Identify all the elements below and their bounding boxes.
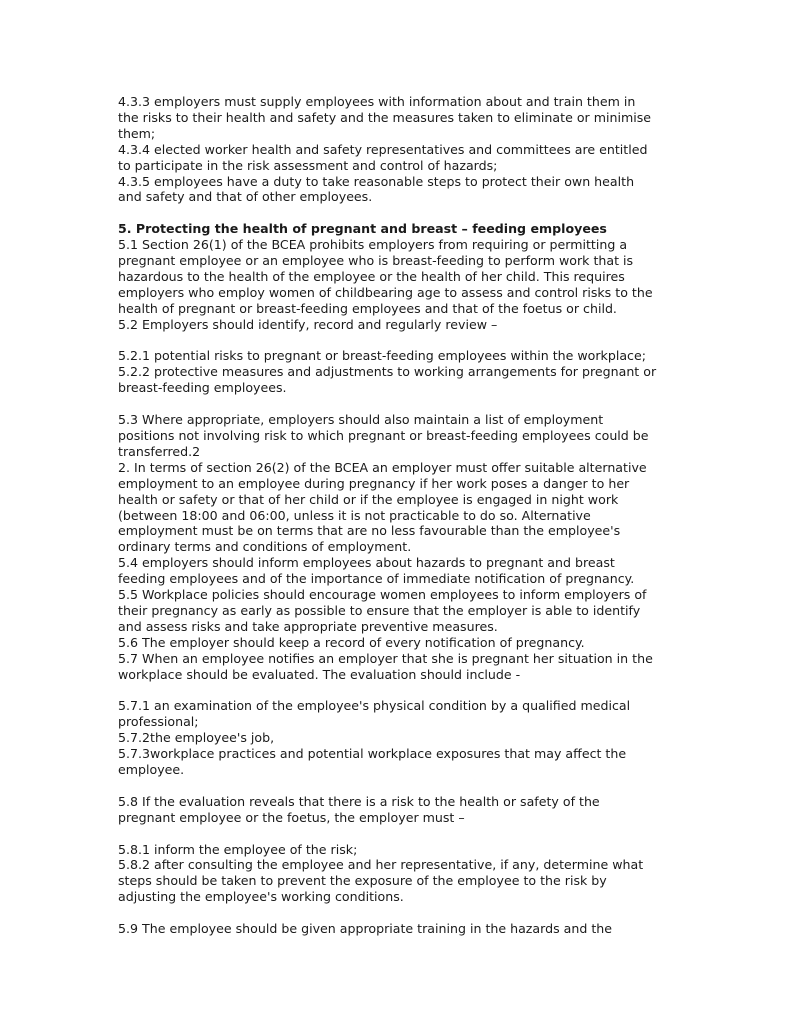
text-line: adjusting the employee's working conditions. — [118, 889, 404, 905]
paragraph-gap — [118, 826, 688, 842]
text-line: 5.9 The employee should be given appropriate training in the hazards and the — [118, 921, 613, 937]
text-line: employment to an employee during pregnancy if her work poses a danger to her — [118, 475, 630, 491]
text-line: 5.7.1 an examination of the employee's physical condition by a qualified medical — [118, 698, 631, 714]
text-line: 5.2.1 potential risks to pregnant or breast-feeding employees within the workplace; — [118, 348, 646, 364]
paragraph-gap — [118, 682, 688, 698]
text-line: 5.6 The employer should keep a record of every notification of pregnancy. — [118, 634, 585, 650]
text-line: and safety and that of other employees. — [118, 189, 373, 205]
document-page — [118, 94, 688, 937]
text-line: 5.2.2 protective measures and adjustments to working arrangements for pregnant or — [118, 364, 657, 380]
text-line: 5.8 If the evaluation reveals that there is a risk to the health or safety of the — [118, 793, 600, 809]
text-line: 5.5 Workplace policies should encourage women employees to inform employers of — [118, 587, 647, 603]
text-line: professional; — [118, 714, 199, 730]
text-line: breast-feeding employees. — [118, 380, 287, 396]
paragraph-gap — [118, 205, 688, 221]
text-line: 5.2 Employers should identify, record and regularly review – — [118, 316, 498, 332]
text-line: their pregnancy as early as possible to ensure that the employer is able to identify — [118, 602, 641, 618]
text-line: positions not involving risk to which pregnant or breast-feeding employees could be — [118, 427, 649, 443]
text-line: employee. — [118, 762, 185, 777]
text-line: health of pregnant or breast-feeding employees and that of the foetus or child. — [118, 300, 617, 316]
text-line: pregnant employee or the foetus, the employer must – — [118, 809, 465, 825]
text-line: steps should be taken to prevent the exposure of the employee to the risk by — [118, 873, 607, 889]
text-line: hazardous to the health of the employee or the health of her child. This requires — [118, 268, 625, 284]
paragraph-gap — [118, 905, 688, 921]
text-line: (between 18:00 and 06:00, unless it is not practicable to do so. Alternative — [118, 507, 591, 523]
text-line: ordinary terms and conditions of employment. — [118, 539, 412, 555]
text-line: 5.1 Section 26(1) of the BCEA prohibits employers from requiring or permitting a — [118, 237, 628, 253]
paragraph-gap — [118, 333, 688, 349]
text-line: 4.3.3 employers must supply employees with information about and train them in — [118, 94, 636, 109]
text-line: and assess risks and take appropriate preventive measures. — [118, 618, 498, 634]
paragraph-gap — [118, 396, 688, 412]
text-line: 5.4 employers should inform employees about hazards to pregnant and breast — [118, 555, 615, 571]
text-line: employers who employ women of childbearing age to assess and control risks to the — [118, 284, 653, 300]
text-line: to participate in the risk assessment and control of hazards; — [118, 157, 498, 173]
text-line: 5.8.2 after consulting the employee and her representative, if any, determine what — [118, 857, 644, 873]
text-line: 5.8.1 inform the employee of the risk; — [118, 841, 358, 857]
text-line: 5.7 When an employee notifies an employer that she is pregnant her situation in the — [118, 650, 653, 666]
text-line: 4.3.4 elected worker health and safety representatives and committees are entitled — [118, 141, 648, 157]
text-line: feeding employees and of the importance of immediate notification of pregnancy. — [118, 571, 635, 587]
text-line: health or safety or that of her child or if the employee is engaged in night work — [118, 491, 619, 507]
text-line: 5.7.3workplace practices and potential workplace exposures that may affect the — [118, 746, 627, 762]
text-line: 4.3.5 employees have a duty to take reasonable steps to protect their own health — [118, 173, 635, 189]
text-line: 2. In terms of section 26(2) of the BCEA an employer must offer suitable alternative — [118, 459, 647, 475]
section-heading: 5. Protecting the health of pregnant and breast – feeding employees — [118, 221, 607, 237]
text-line: employment must be on terms that are no less favourable than the employee's — [118, 523, 621, 539]
text-line: the risks to their health and safety and the measures taken to eliminate or minimise — [118, 109, 652, 125]
text-line: transferred.2 — [118, 443, 201, 459]
text-line: pregnant employee or an employee who is breast-feeding to perform work that is — [118, 253, 634, 269]
text-line: 5.7.2the employee's job, — [118, 730, 275, 746]
text-line: them; — [118, 125, 156, 141]
text-line: workplace should be evaluated. The evaluation should include - — [118, 666, 521, 682]
paragraph-gap — [118, 778, 688, 794]
text-line: 5.3 Where appropriate, employers should also maintain a list of employment — [118, 412, 604, 428]
